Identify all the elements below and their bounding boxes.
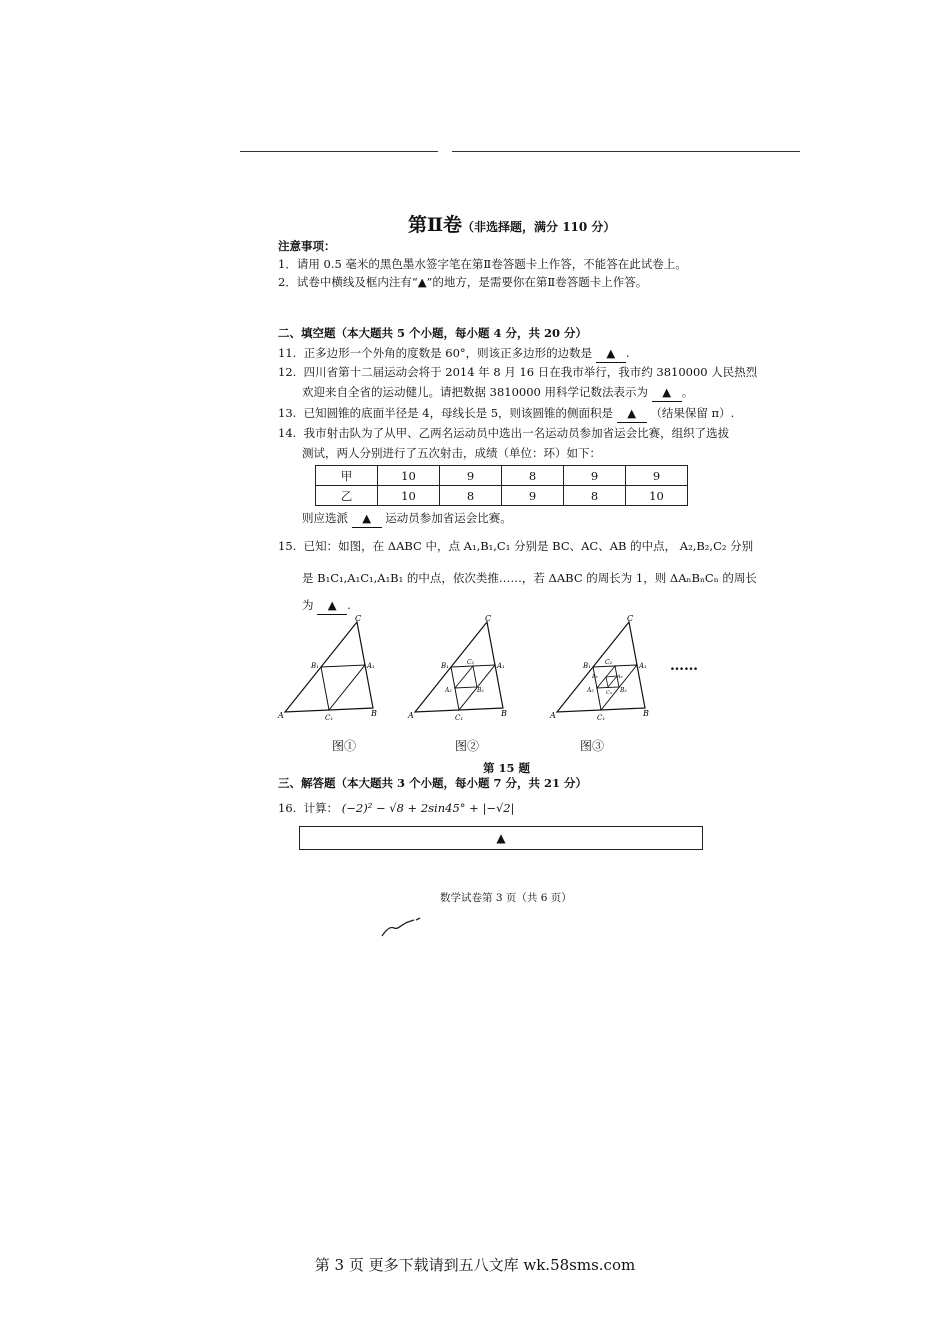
q11-num: 11. <box>278 346 297 360</box>
figure-2-caption: 图② <box>455 739 480 753</box>
svg-text:A₂: A₂ <box>445 687 452 694</box>
q14-line1: 我市射击队为了从甲、乙两名运动员中选出一名运动员参加省运会比赛，组织了选拔 <box>303 426 730 440</box>
svg-text:C₂: C₂ <box>605 659 612 666</box>
svg-text:B: B <box>371 709 377 718</box>
q16-expr: (−2)² − √8 + 2sin45° + |−√2| <box>341 801 515 815</box>
svg-text:B₁: B₁ <box>583 662 591 670</box>
footer-text: 第 3 页 更多下载请到五八文库 wk.58sms.com <box>314 1256 636 1274</box>
figure-2 <box>405 612 520 722</box>
table-row <box>316 486 688 506</box>
title-main: 第Ⅱ卷 <box>408 214 463 236</box>
svg-text:C: C <box>627 614 634 623</box>
q13-text: 已知圆锥的底面半径是 4，母线长是 5，则该圆锥的侧面积是 <box>303 406 614 420</box>
score-table <box>315 465 688 506</box>
score-cell: 10 <box>626 486 688 506</box>
question-14-line2: 测试，两人分别进行了五次射击，成绩（单位：环）如下： <box>302 446 601 460</box>
question-15-line1 <box>278 538 753 555</box>
top-rule-right <box>452 151 800 152</box>
question-16 <box>278 800 515 817</box>
svg-text:B: B <box>643 709 649 718</box>
score-cell: 10 <box>378 486 440 506</box>
q16-num: 16. <box>278 801 297 815</box>
athlete-name: 甲 <box>316 466 378 486</box>
q11-text: 正多边形一个外角的度数是 60°，则该正多边形的边数是 <box>303 346 593 360</box>
q15-blank: ▲ <box>317 597 347 615</box>
figure-title: 第 15 题 <box>483 761 531 775</box>
figure-3 <box>547 612 662 722</box>
notice-item-2: 2．试卷中横线及框内注有“▲”的地方，是需要你在第Ⅱ卷答题卡上作答。 <box>278 275 648 289</box>
pen-scribble <box>378 912 428 940</box>
figure-3-caption: 图③ <box>580 739 605 753</box>
q13-end: （结果保留 π）. <box>650 406 735 420</box>
q14-after-end: 运动员参加省运会比赛。 <box>385 511 512 525</box>
question-14-line1 <box>278 425 729 442</box>
figure-ellipsis: …… <box>670 658 698 674</box>
question-14-after <box>302 510 512 528</box>
top-rule-left <box>240 151 438 152</box>
svg-text:C₃: C₃ <box>606 690 612 696</box>
svg-text:A₂: A₂ <box>587 687 594 694</box>
score-cell: 9 <box>626 466 688 486</box>
q11-end: . <box>625 346 630 360</box>
svg-text:B₂: B₂ <box>477 687 484 694</box>
q15-num: 15. <box>278 539 297 553</box>
score-cell: 8 <box>440 486 502 506</box>
page-number: 数学试卷第 3 页（共 6 页） <box>440 892 572 904</box>
svg-text:A: A <box>278 711 284 720</box>
q13-blank: ▲ <box>617 405 647 423</box>
score-cell: 9 <box>440 466 502 486</box>
figure-1 <box>275 612 390 722</box>
midpoint-triangle <box>321 665 365 710</box>
svg-text:A₁: A₁ <box>497 662 505 670</box>
second-triangle <box>455 666 477 688</box>
q14-num: 14. <box>278 426 297 440</box>
score-cell: 9 <box>502 486 564 506</box>
svg-text:C: C <box>355 614 362 623</box>
section-title <box>408 210 615 237</box>
question-15-line2: 是 B₁C₁,A₁C₁,A₁B₁ 的中点，依次类推……，若 ΔABC 的周长为 1，则 ΔAₙBₙCₙ 的周长 <box>302 571 757 585</box>
q14-after: 则应选派 <box>302 511 348 525</box>
svg-text:A₁: A₁ <box>367 662 375 670</box>
q11-blank: ▲ <box>596 345 626 363</box>
svg-text:A₃: A₃ <box>617 674 623 680</box>
question-12-line2 <box>302 384 693 402</box>
svg-text:B₁: B₁ <box>441 662 449 670</box>
section2-heading: 二、填空题（本大题共 5 个小题，每小题 4 分，共 20 分） <box>278 326 588 340</box>
section3-heading: 三、解答题（本大题共 3 个小题，每小题 7 分，共 21 分） <box>278 776 588 790</box>
svg-text:A₁: A₁ <box>639 662 647 670</box>
q12-end: 。 <box>681 385 694 399</box>
q12-num: 12. <box>278 365 297 379</box>
q15-line3: 为 <box>302 598 314 612</box>
q12-line1: 四川省第十二届运动会将于 2014 年 8 月 16 日在我市举行，我市约 3810000 人民热烈 <box>303 365 758 379</box>
score-cell: 10 <box>378 466 440 486</box>
athlete-name: 乙 <box>316 486 378 506</box>
answer-mark: ▲ <box>496 831 506 845</box>
question-13 <box>278 405 734 423</box>
score-cell: 8 <box>564 486 626 506</box>
table-row <box>316 466 688 486</box>
title-note: （非选择题，满分 110 分） <box>462 220 616 234</box>
notice-item-1: 1．请用 0.5 毫米的黑色墨水签字笔在第Ⅱ卷答题卡上作答，不能答在此试卷上。 <box>278 257 687 271</box>
svg-text:C₂: C₂ <box>467 659 474 666</box>
svg-text:C₁: C₁ <box>325 714 334 722</box>
question-11 <box>278 345 629 363</box>
svg-text:A: A <box>550 711 556 720</box>
q15-end: . <box>347 598 351 612</box>
notice-heading: 注意事项： <box>278 239 336 253</box>
svg-text:A: A <box>408 711 414 720</box>
svg-text:B₁: B₁ <box>311 662 319 670</box>
q15-line1: 已知：如图，在 ΔABC 中，点 A₁,B₁,C₁ 分别是 BC、AC、AB 的中点， A₂,B₂,C₂ 分别 <box>303 539 754 553</box>
figure-1-caption: 图① <box>332 739 357 753</box>
svg-text:C₁: C₁ <box>597 714 606 722</box>
score-cell: 9 <box>564 466 626 486</box>
svg-text:C: C <box>485 614 492 623</box>
q12-line2: 欢迎来自全省的运动健儿。请把数据 3810000 用科学记数法表示为 <box>302 385 649 399</box>
svg-text:B: B <box>501 709 507 718</box>
svg-text:B₃: B₃ <box>592 674 598 680</box>
q12-blank: ▲ <box>652 384 682 402</box>
question-12-line1 <box>278 364 757 381</box>
svg-text:B₂: B₂ <box>620 687 627 694</box>
q14-blank: ▲ <box>352 510 382 528</box>
score-cell: 8 <box>502 466 564 486</box>
third-triangle <box>606 676 617 687</box>
svg-text:C₁: C₁ <box>455 714 464 722</box>
q13-num: 13. <box>278 406 297 420</box>
answer-box <box>299 826 703 850</box>
q16-label: 计算： <box>303 801 339 815</box>
